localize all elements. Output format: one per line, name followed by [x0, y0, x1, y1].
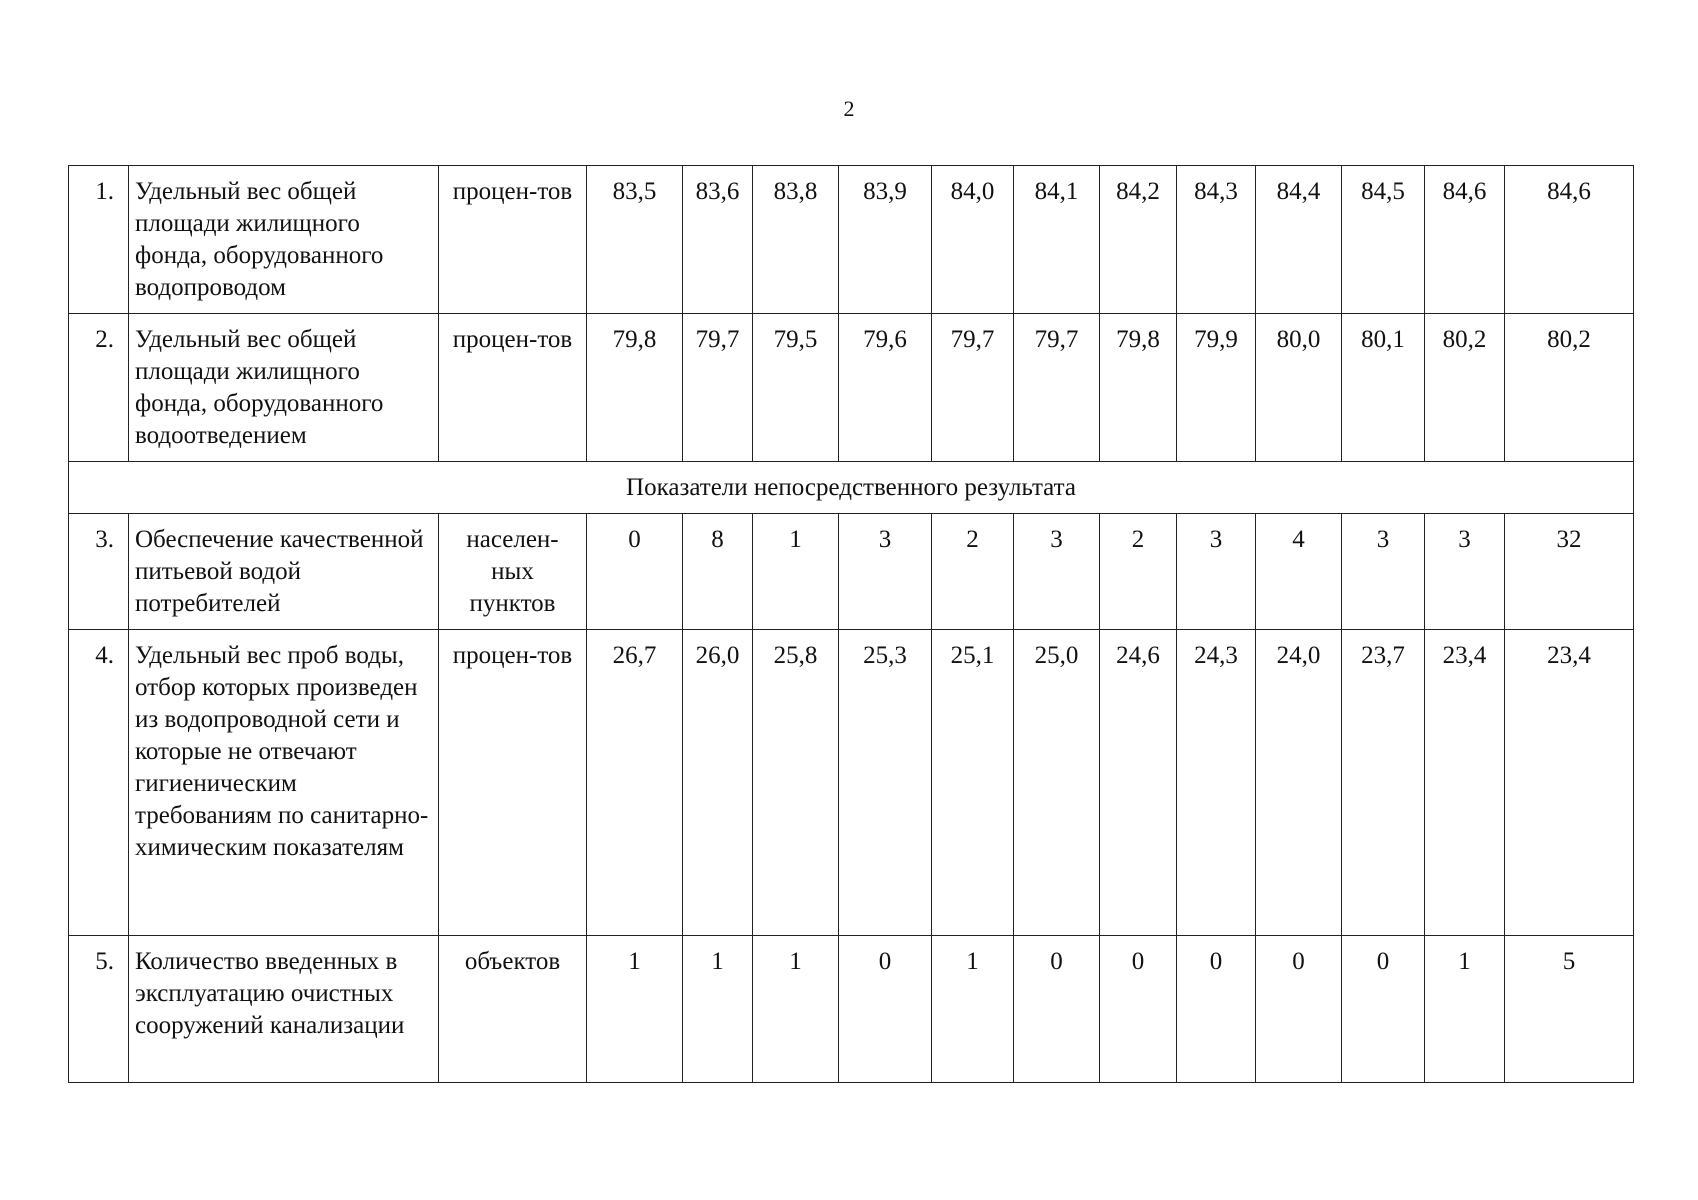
unit-cell: процен-тов	[439, 630, 587, 936]
value-cell: 80,1	[1342, 314, 1425, 462]
value-cell: 80,2	[1425, 314, 1505, 462]
indicator-name: Обеспечение качественной питьевой водой потребителей	[129, 514, 439, 630]
value-cell: 8	[683, 514, 753, 630]
value-cell: 24,0	[1256, 630, 1342, 936]
value-cell: 25,0	[1014, 630, 1100, 936]
indicator-name: Удельный вес общей площади жилищного фонда, оборудованного водопроводом	[129, 166, 439, 314]
value-cell: 83,6	[683, 166, 753, 314]
value-cell: 84,1	[1014, 166, 1100, 314]
value-cell: 0	[1256, 936, 1342, 1083]
total-value-cell: 32	[1505, 514, 1634, 630]
value-cell: 25,8	[753, 630, 839, 936]
value-cell: 79,7	[1014, 314, 1100, 462]
row-number: 3.	[69, 514, 129, 630]
value-cell: 0	[1014, 936, 1100, 1083]
table-row	[69, 630, 1634, 936]
value-cell: 26,0	[683, 630, 753, 936]
table-row	[69, 166, 1634, 314]
value-cell: 2	[1100, 514, 1177, 630]
row-number: 5.	[69, 936, 129, 1083]
total-value-cell: 5	[1505, 936, 1634, 1083]
value-cell: 0	[1177, 936, 1256, 1083]
page-number: 2	[843, 96, 855, 121]
value-cell: 80,0	[1256, 314, 1342, 462]
indicator-name: Количество введенных в эксплуатацию очистных сооружений канализации	[129, 936, 439, 1083]
value-cell: 1	[932, 936, 1014, 1083]
unit-cell: процен-тов	[439, 166, 587, 314]
row-number: 2.	[69, 314, 129, 462]
value-cell: 26,7	[587, 630, 683, 936]
value-cell: 25,3	[839, 630, 932, 936]
table-row	[69, 514, 1634, 630]
value-cell: 79,7	[932, 314, 1014, 462]
value-cell: 24,6	[1100, 630, 1177, 936]
value-cell: 79,6	[839, 314, 932, 462]
value-cell: 84,0	[932, 166, 1014, 314]
section-heading: Показатели непосредственного результата	[69, 462, 1634, 514]
value-cell: 83,9	[839, 166, 932, 314]
total-value-cell: 80,2	[1505, 314, 1634, 462]
indicators-table	[68, 165, 1634, 1083]
row-number: 4.	[69, 630, 129, 936]
value-cell: 84,5	[1342, 166, 1425, 314]
value-cell: 79,8	[587, 314, 683, 462]
value-cell: 84,4	[1256, 166, 1342, 314]
value-cell: 83,5	[587, 166, 683, 314]
value-cell: 3	[1014, 514, 1100, 630]
row-number: 1.	[69, 166, 129, 314]
unit-cell: процен-тов	[439, 314, 587, 462]
value-cell: 83,8	[753, 166, 839, 314]
value-cell: 23,4	[1425, 630, 1505, 936]
table-row	[69, 936, 1634, 1083]
value-cell: 79,9	[1177, 314, 1256, 462]
value-cell: 3	[1342, 514, 1425, 630]
section-row	[69, 462, 1634, 514]
value-cell: 23,7	[1342, 630, 1425, 936]
value-cell: 84,3	[1177, 166, 1256, 314]
value-cell: 0	[1342, 936, 1425, 1083]
unit-cell: населен-ных пунктов	[439, 514, 587, 630]
value-cell: 79,8	[1100, 314, 1177, 462]
value-cell: 1	[587, 936, 683, 1083]
table-row	[69, 314, 1634, 462]
value-cell: 84,6	[1425, 166, 1505, 314]
indicator-name: Удельный вес проб воды, отбор которых произведен из водопроводной сети и которые не отвечают гигиеническим требованиям по санитарно-химическим показателям	[129, 630, 439, 936]
value-cell: 4	[1256, 514, 1342, 630]
value-cell: 0	[839, 936, 932, 1083]
value-cell: 2	[932, 514, 1014, 630]
value-cell: 25,1	[932, 630, 1014, 936]
value-cell: 1	[753, 514, 839, 630]
unit-cell: объектов	[439, 936, 587, 1083]
value-cell: 3	[1177, 514, 1256, 630]
value-cell: 1	[683, 936, 753, 1083]
total-value-cell: 84,6	[1505, 166, 1634, 314]
value-cell: 79,5	[753, 314, 839, 462]
value-cell: 0	[587, 514, 683, 630]
total-value-cell: 23,4	[1505, 630, 1634, 936]
value-cell: 3	[839, 514, 932, 630]
value-cell: 1	[753, 936, 839, 1083]
value-cell: 24,3	[1177, 630, 1256, 936]
value-cell: 84,2	[1100, 166, 1177, 314]
value-cell: 1	[1425, 936, 1505, 1083]
value-cell: 0	[1100, 936, 1177, 1083]
indicator-name: Удельный вес общей площади жилищного фонда, оборудованного водоотведением	[129, 314, 439, 462]
value-cell: 3	[1425, 514, 1505, 630]
value-cell: 79,7	[683, 314, 753, 462]
